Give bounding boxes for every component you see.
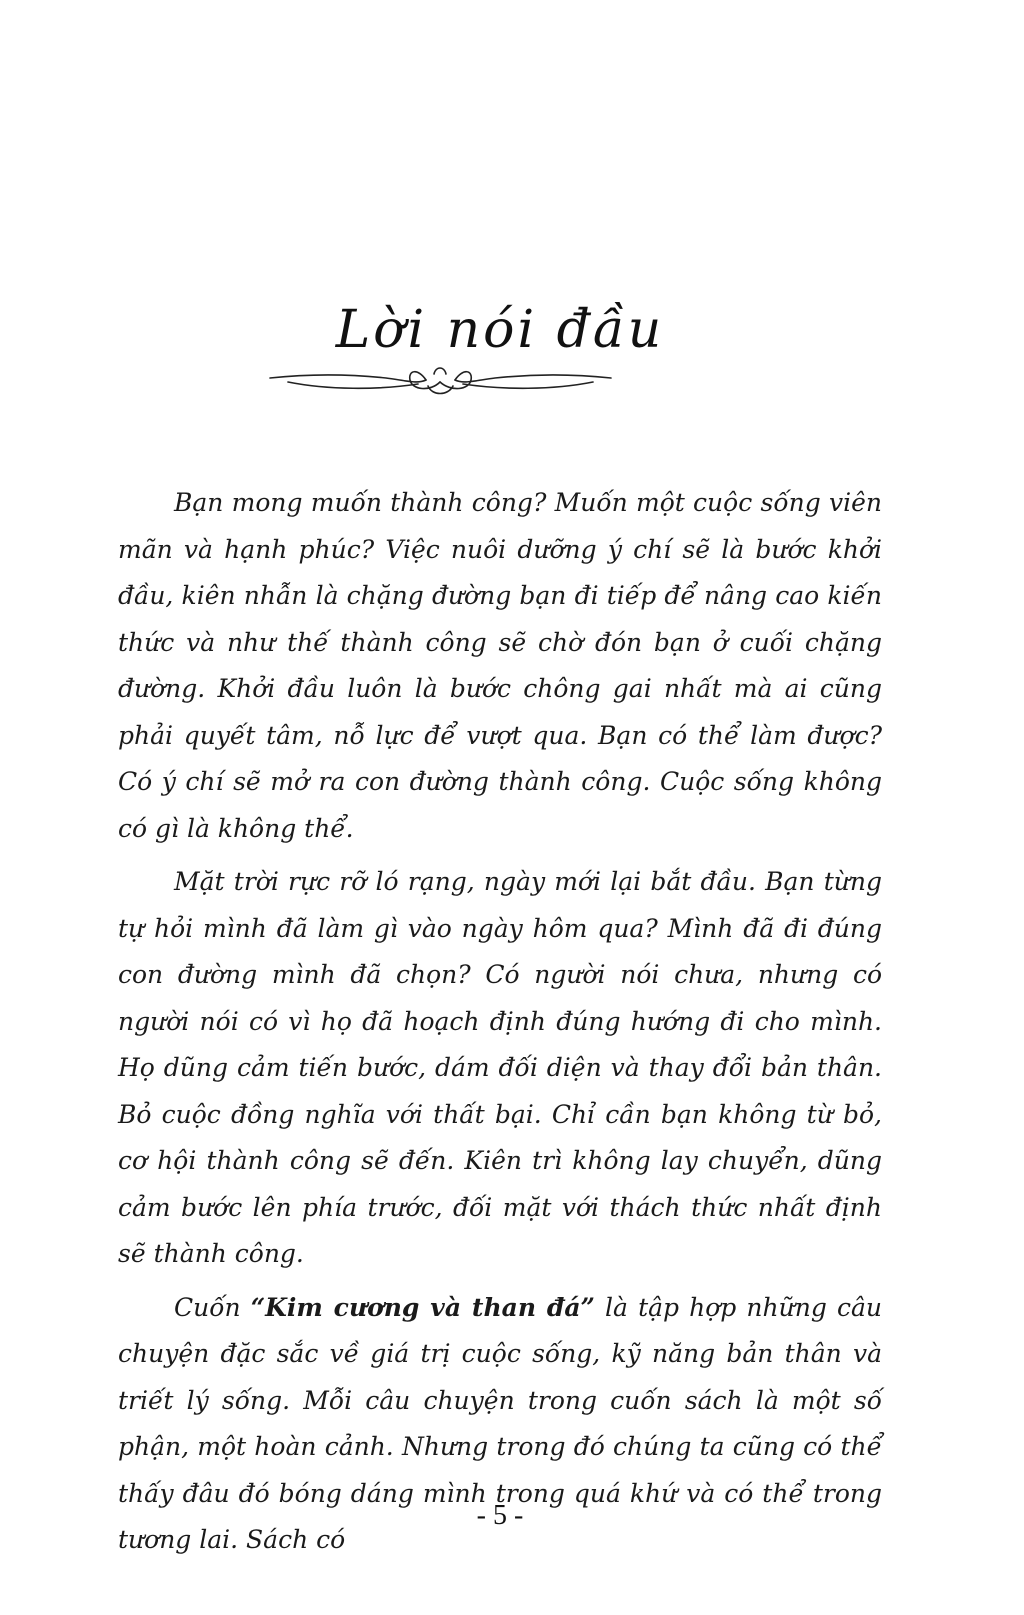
book-title: “Kim cương và than đá” [250,1292,595,1322]
paragraph-3-rest: là tập hợp những câu chuyện đặc sắc về giá trị cuộc sống, kỹ năng bản thân và triết lý sống. Mỗi câu chuyện trong cuốn sách là một số phận, một hoàn cảnh. Nhưng trong đó chúng ta cũng có thể thấy đâu đó bóng dáng mình trong quá khứ và có thể trong tương lai. Sách có [118,1292,882,1554]
body-text [118,480,882,1571]
page-number: - 5 - [476,1500,524,1531]
paragraph-2: Mặt trời rực rỡ ló rạng, ngày mới lại bắt đầu. Bạn từng tự hỏi mình đã làm gì vào ngày hôm qua? Mình đã đi đúng con đường mình đã chọn? Có người nói chưa, nhưng có người nói có vì họ đã hoạch định đúng hướng đi cho mình. Họ dũng cảm tiến bước, dám đối diện và thay đổi bản thân. Bỏ cuộc đồng nghĩa với thất bại. Chỉ cần bạn không từ bỏ, cơ hội thành công sẽ đến. Kiên trì không lay chuyển, dũng cảm bước lên phía trước, đối mặt với thách thức nhất định sẽ thành công. [118,867,882,1268]
page-title: Lời nói đầu [335,300,665,360]
flourish-divider-icon [268,360,613,404]
paragraph-1: Bạn mong muốn thành công? Muốn một cuộc sống viên mãn và hạnh phúc? Việc nuôi dưỡng ý chí sẽ là bước khởi đầu, kiên nhẫn là chặng đường bạn đi tiếp để nâng cao kiến thức và như thế thành công sẽ chờ đón bạn ở cuối chặng đường. Khởi đầu luôn là bước chông gai nhất mà ai cũng phải quyết tâm, nỗ lực để vượt qua. Bạn có thể làm được? Có ý chí sẽ mở ra con đường thành công. Cuộc sống không có gì là không thể. [118,488,882,843]
paragraph-3-lead: Cuốn [174,1292,251,1322]
